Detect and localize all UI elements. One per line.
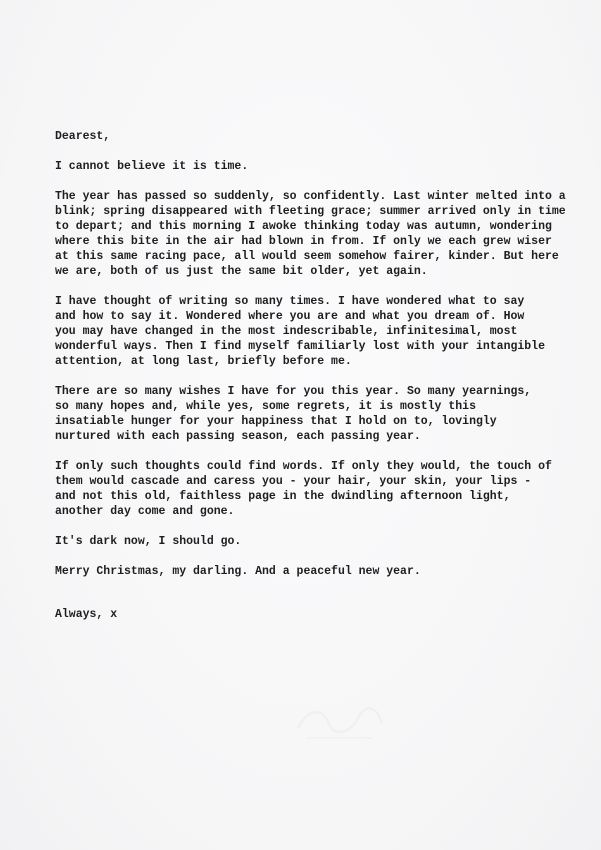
text-line: and how to say it. Wondered where you are and what you dream of. How	[55, 310, 525, 323]
paragraph-3	[55, 294, 585, 369]
salutation-text: Dearest,	[55, 130, 111, 143]
paragraph-1	[55, 159, 585, 174]
text-line: There are so many wishes I have for you this year. So many yearnings,	[55, 385, 532, 398]
text-line: we are, both of us just the same bit older, yet again.	[55, 265, 428, 278]
text-line: blink; spring disappeared with fleeting grace; summer arrived only in time	[55, 205, 566, 218]
paragraph-6	[55, 534, 585, 549]
text-line: so many hopes and, while yes, some regrets, it is mostly this	[55, 400, 476, 413]
text-line: wonderful ways. Then I find myself familiarly lost with your intangible	[55, 340, 545, 353]
text-line: you may have changed in the most indescribable, infinitesimal, most	[55, 325, 518, 338]
text-line: It's dark now, I should go.	[55, 535, 242, 548]
text-line: attention, at long last, briefly before me.	[55, 355, 352, 368]
text-line: insatiable hunger for your happiness that I hold on to, lovingly	[55, 415, 497, 428]
letter-body	[55, 129, 585, 637]
paper-watermark-icon	[278, 700, 398, 745]
text-line: to depart; and this morning I awoke thinking today was autumn, wondering	[55, 220, 552, 233]
text-line: The year has passed so suddenly, so confidently. Last winter melted into a	[55, 190, 566, 203]
text-line: If only such thoughts could find words. If only they would, the touch of	[55, 460, 552, 473]
paragraph-7	[55, 564, 585, 579]
paragraph-4	[55, 384, 585, 444]
signoff-text: Always, x	[55, 608, 118, 621]
text-line: at this same racing pace, all would seem somehow fairer, kinder. But here	[55, 250, 559, 263]
paragraph-5	[55, 459, 585, 519]
text-line: Merry Christmas, my darling. And a peaceful new year.	[55, 565, 421, 578]
text-line: I have thought of writing so many times. I have wondered what to say	[55, 295, 525, 308]
text-line: nurtured with each passing season, each passing year.	[55, 430, 421, 443]
text-line: another day come and gone.	[55, 505, 235, 518]
text-line: them would cascade and caress you - your hair, your skin, your lips -	[55, 475, 532, 488]
salutation	[55, 129, 585, 144]
signoff	[55, 607, 585, 622]
text-line: and not this old, faithless page in the dwindling afternoon light,	[55, 490, 511, 503]
paragraph-2	[55, 189, 585, 279]
text-line: I cannot believe it is time.	[55, 160, 249, 173]
text-line: where this bite in the air had blown in from. If only we each grew wiser	[55, 235, 552, 248]
